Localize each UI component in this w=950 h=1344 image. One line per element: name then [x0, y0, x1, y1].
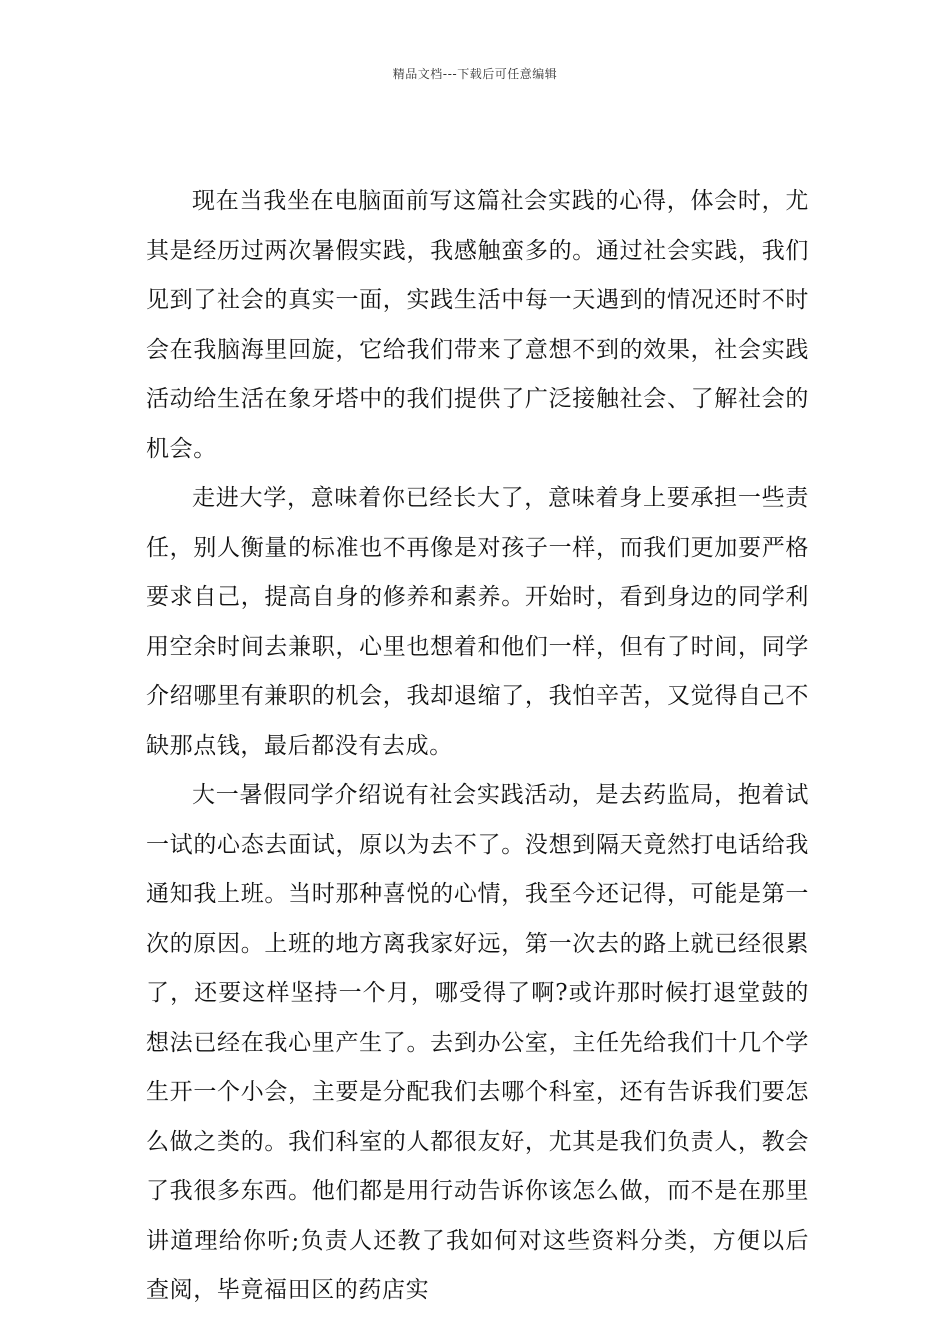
- paragraph-2: 走进大学，意味着你已经长大了，意味着身上要承担一些责任，别人衡量的标准也不再像是对孩子一样，而我们更加要严格要求自己，提高自身的修养和素养。开始时，看到身边的同学利用空余时间去兼职，心里也想着和他们一样，但有了时间，同学介绍哪里有兼职的机会，我却退缩了，我怕辛苦，又觉得自己不缺那点钱，最后都没有去成。: [146, 485, 809, 759]
- paragraph-1: 现在当我坐在电脑面前写这篇社会实践的心得，体会时，尤其是经历过两次暑假实践，我感触蛮多的。通过社会实践，我们见到了社会的真实一面，实践生活中每一天遇到的情况还时不时会在我脑海里回旋，它给我们带来了意想不到的效果，社会实践活动给生活在象牙塔中的我们提供了广泛接触社会、了解社会的机会。: [146, 188, 809, 462]
- document-body: [146, 177, 809, 1316]
- paragraph-3: 大一暑假同学介绍说有社会实践活动，是去药监局，抱着试一试的心态去面试，原以为去不了。没想到隔天竟然打电话给我通知我上班。当时那种喜悦的心情，我至今还记得，可能是第一次的原因。上班的地方离我家好远，第一次去的路上就已经很累了，还要这样坚持一个月，哪受得了啊?或许那时候打退堂鼓的想法已经在我心里产生了。去到办公室，主任先给我们十几个学生开一个小会，主要是分配我们去哪个科室，还有告诉我们要怎么做之类的。我们科室的人都很友好，尤其是我们负责人，教会了我很多东西。他们都是用行动告诉你该怎么做，而不是在那里讲道理给你听;负责人还教了我如何对这些资料分类，方便以后查阅，毕竟福田区的药店实: [146, 782, 809, 1303]
- page-header: 精品文档---下载后可任意编辑: [392, 67, 558, 81]
